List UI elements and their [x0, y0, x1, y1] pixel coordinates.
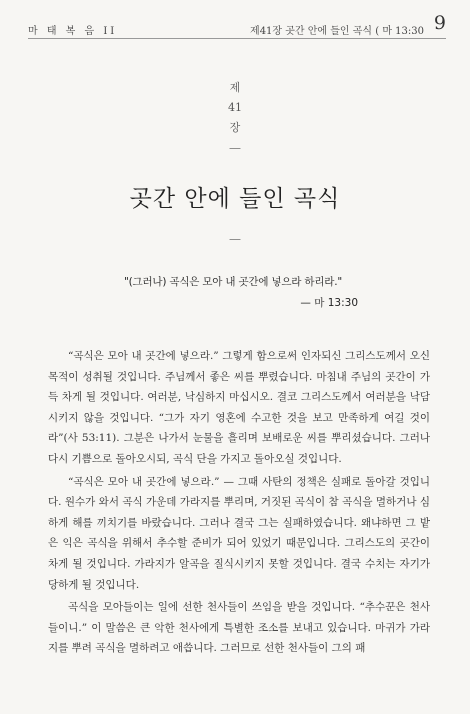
epigraph-reference: — 마 13:30	[300, 297, 358, 309]
title-divider: —	[229, 232, 241, 246]
chapter-label	[0, 78, 470, 158]
chapter-reference: 제41장 곳간 안에 들인 곡식 ( 마 13:30	[250, 26, 424, 37]
paragraph: 곡식을 모아들이는 일에 선한 천사들이 쓰임을 받을 것입니다. “추수꾼은 천사들이니.” 이 말씀은 큰 악한 천사에게 특별한 조소를 보내고 있습니다. 마귀가 가라지를 뿌려 곡식을 멸하려고 애씁니다. 그러므로 선한 천사들이 그의 패	[48, 601, 430, 655]
chapter-label-suffix: 장	[229, 121, 241, 134]
epigraph	[108, 274, 358, 310]
chapter-title: 곳간 안에 들인 곡식	[129, 186, 341, 212]
epigraph-text: "(그러나) 곡식은 모아 내 곳간에 넣으라 하리라."	[124, 276, 342, 288]
book-title: 마 태 복 음 II	[28, 26, 118, 37]
running-header	[28, 14, 446, 39]
chapter-divider: —	[229, 141, 241, 155]
paragraph: “곡식은 모아 내 곳간에 넣으라.” 그렇게 함으로써 인자되신 그리스도께서 오신 목적이 성취될 것입니다. 주님께서 좋은 씨를 뿌렸습니다. 마침내 주님의 곳간이 가득 차게 될 것입니다. 여러분, 낙심하지 마십시오. 결코 그리스도께서 여러분을 낙담시키지 않을 것입니다. “그가 자기 영혼에 수고한 것을 보고 만족하게 여길 것이라”(사 53:11). 그분은 나가서 눈물을 흘리며 보배로운 씨를 뿌리셨습니다. 그러나 다시 기쁨으로 돌아오시되, 곡식 단을 가지고 돌아오실 것입니다.	[48, 350, 430, 465]
paragraph: “곡식은 모아 내 곳간에 넣으라.” — 그때 사탄의 정책은 실패로 돌아갈 것입니다. 원수가 와서 곡식 가운데 가라지를 뿌리며, 거짓된 곡식이 참 곡식을 멸하거나 심하게 해를 끼치기를 바랐습니다. 그러나 결국 그는 실패하였습니다. 왜냐하면 그 밭은 익은 곡식을 위해서 추수할 준비가 되어 있었기 때문입니다. 그리스도의 곳간이 차게 될 것입니다. 가라지가 알곡을 질식시키지 못할 것입니다. 결국 수치는 자기가 당하게 될 것입니다.	[48, 475, 430, 591]
body-text	[48, 346, 430, 661]
chapter-number: 41	[228, 101, 242, 114]
chapter-label-prefix: 제	[229, 81, 241, 94]
page-number: 9	[433, 12, 446, 34]
